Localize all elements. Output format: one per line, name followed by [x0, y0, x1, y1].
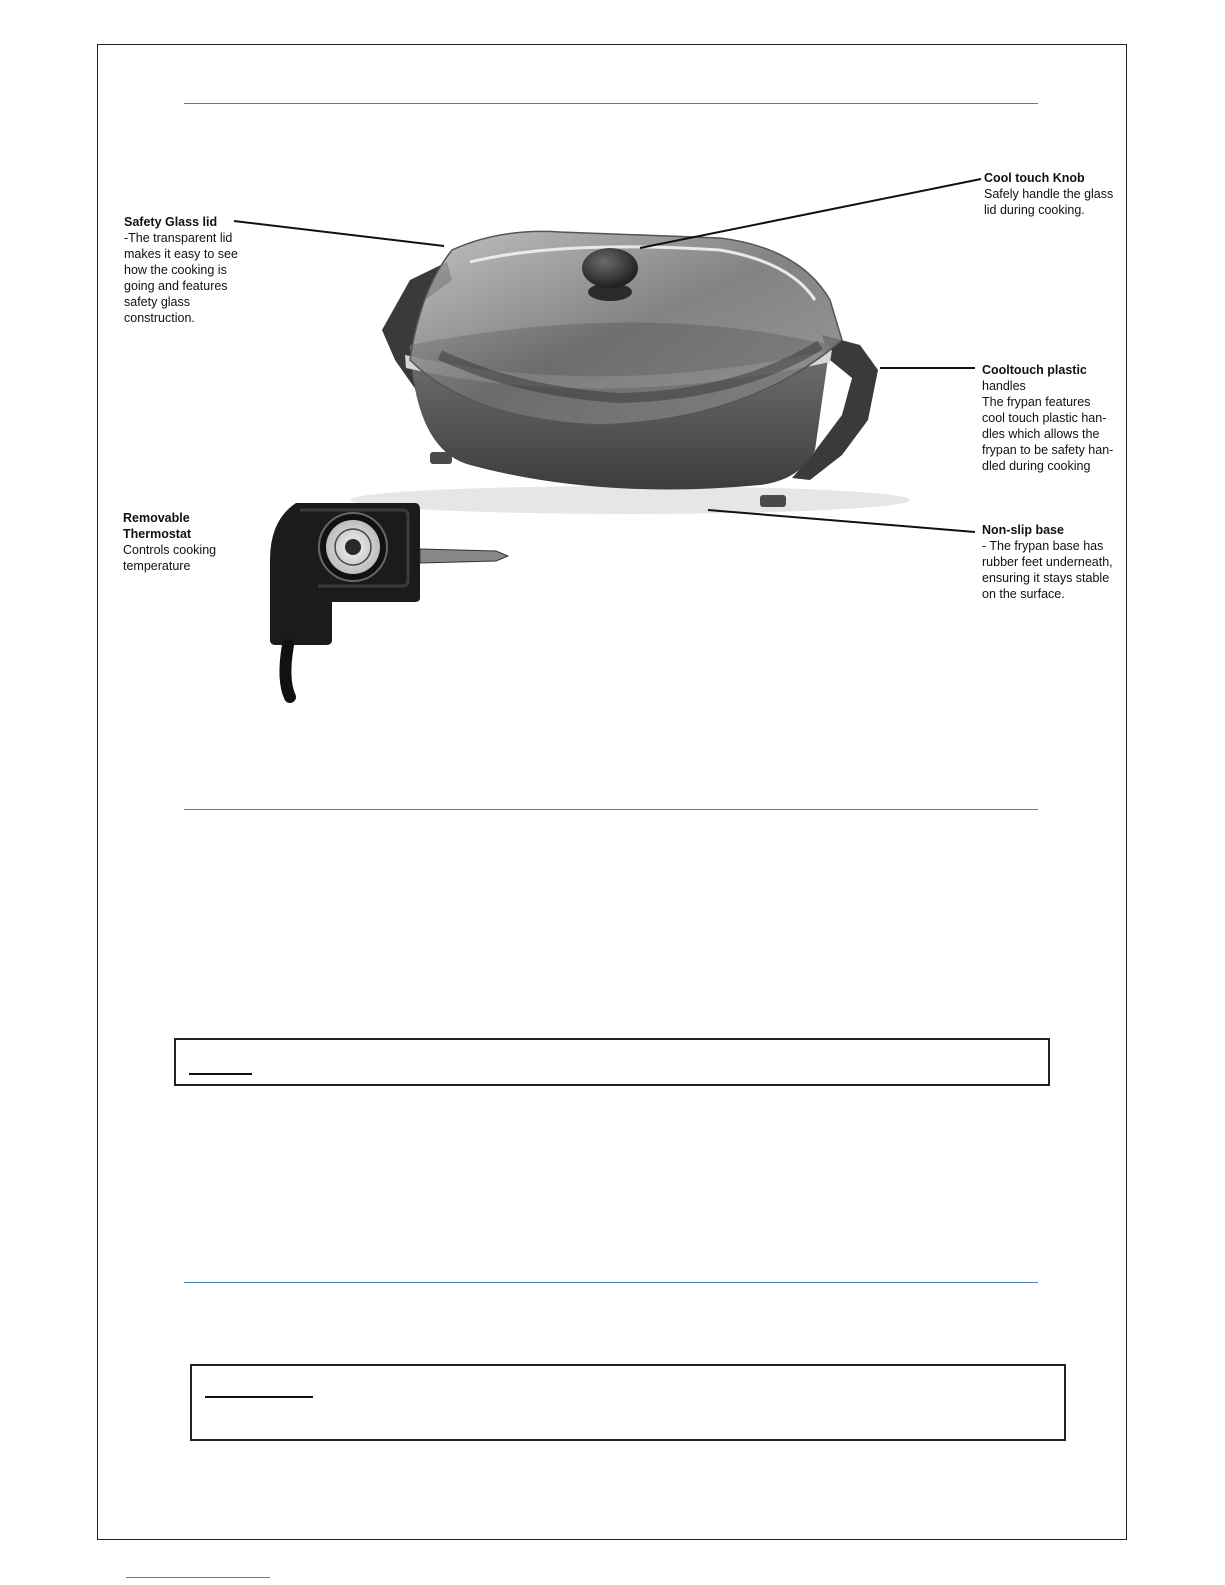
callout-lid-title: Safety Glass lid [124, 215, 218, 229]
callout-handles-line: handles [982, 379, 1026, 393]
leader-knob [640, 179, 981, 248]
callout-base-line: - The frypan base has [982, 539, 1104, 553]
note-box-heading-underline [189, 1073, 252, 1075]
callout-base [982, 522, 1113, 602]
callout-handles [982, 362, 1113, 474]
callout-thermostat-line: temperature [123, 559, 191, 573]
warning-box [190, 1364, 1066, 1441]
warning-box-heading-underline [205, 1396, 313, 1398]
callout-lid-line: how the cooking is [124, 263, 227, 277]
callout-lid-line: going and features [124, 279, 228, 293]
note-box [174, 1038, 1050, 1086]
callout-handles-line: cool touch plastic han- [982, 411, 1107, 425]
callout-handles-line: dled during cooking [982, 459, 1091, 473]
callout-handles-line: The frypan features [982, 395, 1091, 409]
leader-lid [234, 221, 444, 246]
callout-knob [984, 170, 1113, 218]
callout-thermostat-title: Removable [123, 511, 190, 525]
callout-handles-line: frypan to be safety han- [982, 443, 1114, 457]
callout-lid-line: construction. [124, 311, 195, 325]
callout-lid-line: makes it easy to see [124, 247, 238, 261]
callout-handles-title: Cooltouch plastic [982, 363, 1087, 377]
callout-base-line: ensuring it stays stable [982, 571, 1110, 585]
callout-thermostat-line: Controls cooking [123, 543, 217, 557]
callout-thermostat-title: Thermostat [123, 527, 192, 541]
callout-knob-line: Safely handle the glass [984, 187, 1114, 201]
thermostat-probe [270, 503, 508, 697]
callout-base-line: on the surface. [982, 587, 1065, 601]
callout-thermostat [123, 510, 216, 574]
callout-lid-line: safety glass [124, 295, 191, 309]
foot-left [430, 452, 452, 464]
foot-right [760, 495, 786, 507]
callout-base-title: Non-slip base [982, 523, 1064, 537]
callout-lid [124, 214, 238, 326]
callout-knob-title: Cool touch Knob [984, 171, 1085, 185]
pan-shadow [350, 486, 910, 514]
footer-rule [126, 1577, 270, 1578]
callout-knob-line: lid during cooking. [984, 203, 1085, 217]
callout-handles-line: dles which allows the [982, 427, 1100, 441]
lid-knob [582, 248, 638, 288]
leader-base [708, 510, 975, 532]
callout-lid-line: -The transparent lid [124, 231, 233, 245]
callout-base-line: rubber feet underneath, [982, 555, 1113, 569]
